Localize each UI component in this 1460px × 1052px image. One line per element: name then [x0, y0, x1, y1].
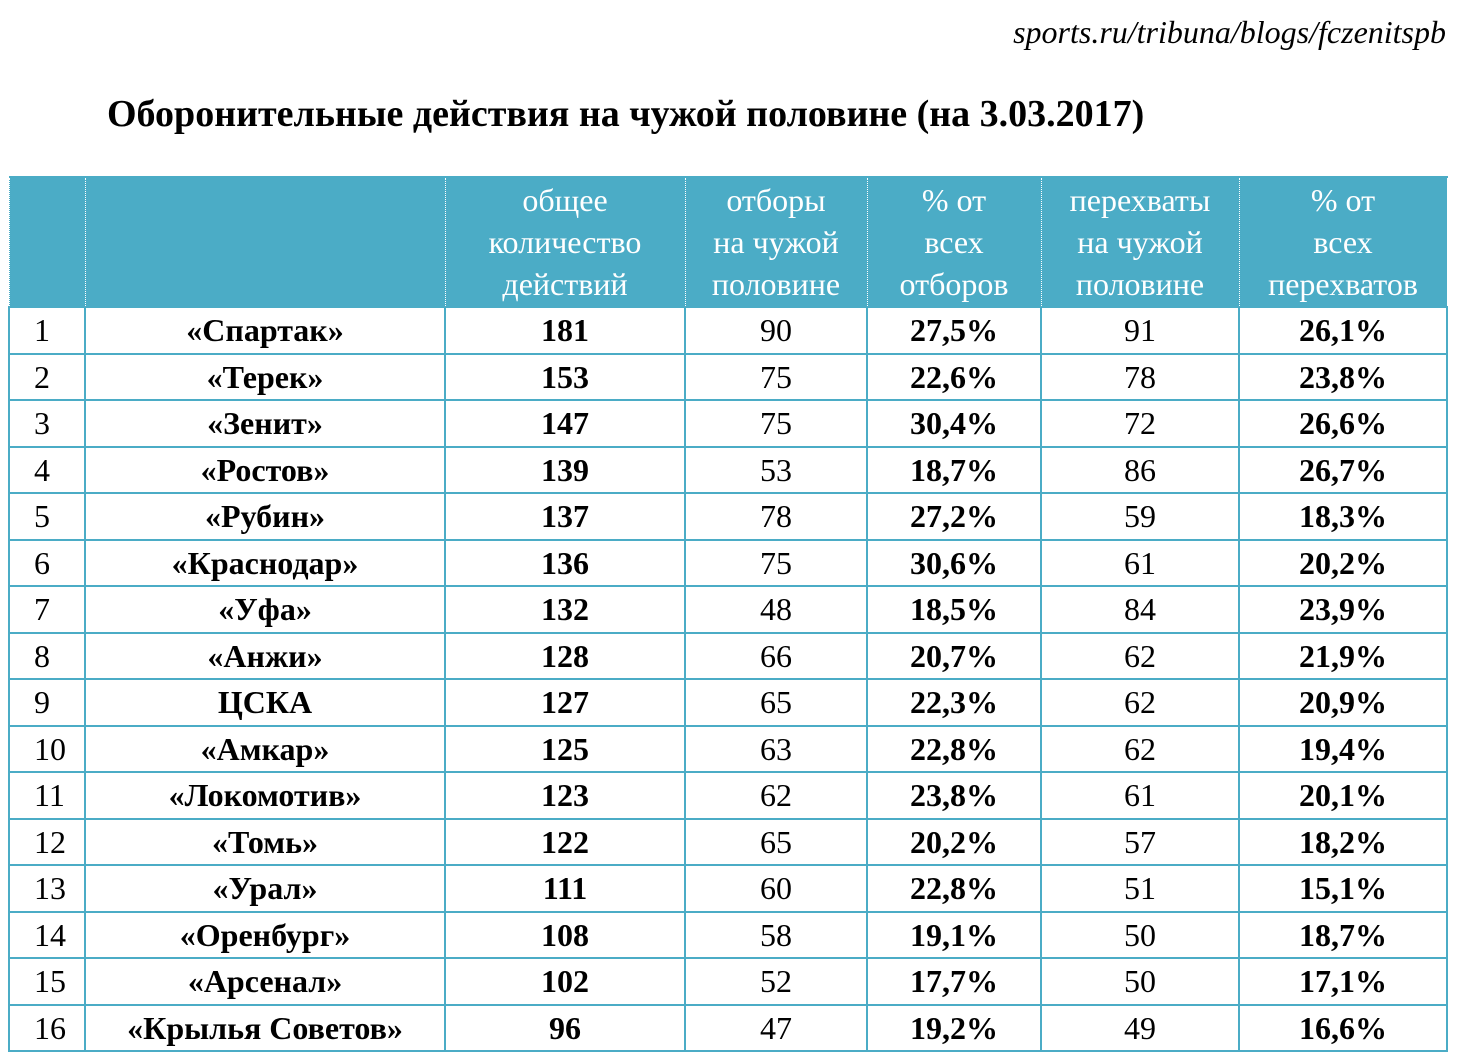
table-row	[9, 912, 1447, 959]
cell-interceptions-pct: 20,1%	[1239, 772, 1447, 819]
cell-total: 153	[445, 354, 685, 401]
header-interceptions-pct-line-1: % от	[1310, 182, 1376, 218]
cell-interceptions: 62	[1041, 726, 1239, 773]
cell-num: 8	[9, 633, 85, 680]
cell-tackles-pct: 30,6%	[867, 540, 1041, 587]
cell-total: 128	[445, 633, 685, 680]
table-row	[9, 307, 1447, 354]
cell-num: 15	[9, 958, 85, 1005]
cell-num: 13	[9, 865, 85, 912]
table-row	[9, 772, 1447, 819]
header-interceptions-pct-line-3: перехватов	[1268, 266, 1418, 302]
cell-total: 127	[445, 679, 685, 726]
cell-total: 139	[445, 447, 685, 494]
cell-team: «Терек»	[85, 354, 445, 401]
cell-interceptions: 84	[1041, 586, 1239, 633]
cell-interceptions: 61	[1041, 772, 1239, 819]
table-row	[9, 1005, 1447, 1052]
cell-team: «Крылья Советов»	[85, 1005, 445, 1052]
header-interceptions-pct	[1239, 177, 1447, 307]
cell-num: 5	[9, 493, 85, 540]
cell-team: «Урал»	[85, 865, 445, 912]
cell-tackles: 48	[685, 586, 867, 633]
cell-interceptions: 50	[1041, 958, 1239, 1005]
header-tackles-pct-line-2: всех	[924, 224, 984, 260]
cell-interceptions-pct: 15,1%	[1239, 865, 1447, 912]
header-total-line-1: общее	[522, 182, 608, 218]
table-row	[9, 633, 1447, 680]
cell-tackles-pct: 30,4%	[867, 400, 1041, 447]
cell-num: 7	[9, 586, 85, 633]
cell-tackles: 78	[685, 493, 867, 540]
cell-tackles-pct: 27,2%	[867, 493, 1041, 540]
cell-tackles: 53	[685, 447, 867, 494]
cell-interceptions-pct: 20,2%	[1239, 540, 1447, 587]
cell-interceptions-pct: 18,7%	[1239, 912, 1447, 959]
cell-interceptions-pct: 21,9%	[1239, 633, 1447, 680]
cell-interceptions: 62	[1041, 633, 1239, 680]
cell-tackles: 47	[685, 1005, 867, 1052]
header-interceptions-line-2: на чужой	[1077, 224, 1203, 260]
cell-interceptions: 59	[1041, 493, 1239, 540]
cell-tackles: 62	[685, 772, 867, 819]
header-total-line-3: действий	[502, 266, 628, 302]
header-num	[9, 177, 85, 307]
cell-tackles-pct: 22,3%	[867, 679, 1041, 726]
cell-interceptions: 51	[1041, 865, 1239, 912]
cell-total: 181	[445, 307, 685, 354]
cell-tackles: 65	[685, 679, 867, 726]
cell-team: «Оренбург»	[85, 912, 445, 959]
cell-interceptions-pct: 16,6%	[1239, 1005, 1447, 1052]
cell-interceptions-pct: 18,3%	[1239, 493, 1447, 540]
table-row	[9, 819, 1447, 866]
cell-team: «Анжи»	[85, 633, 445, 680]
cell-interceptions: 72	[1041, 400, 1239, 447]
cell-tackles-pct: 17,7%	[867, 958, 1041, 1005]
cell-tackles: 90	[685, 307, 867, 354]
cell-interceptions-pct: 26,7%	[1239, 447, 1447, 494]
cell-interceptions-pct: 26,1%	[1239, 307, 1447, 354]
cell-interceptions-pct: 17,1%	[1239, 958, 1447, 1005]
cell-total: 123	[445, 772, 685, 819]
cell-total: 125	[445, 726, 685, 773]
table-body	[9, 307, 1447, 1051]
cell-tackles-pct: 22,6%	[867, 354, 1041, 401]
cell-interceptions: 50	[1041, 912, 1239, 959]
page-title: Оборонительные действия на чужой половине (на 3.03.2017)	[107, 93, 1145, 135]
cell-interceptions: 61	[1041, 540, 1239, 587]
table-row	[9, 493, 1447, 540]
cell-total: 111	[445, 865, 685, 912]
cell-tackles-pct: 18,7%	[867, 447, 1041, 494]
cell-total: 108	[445, 912, 685, 959]
table-row	[9, 586, 1447, 633]
cell-interceptions: 62	[1041, 679, 1239, 726]
header-interceptions-line-1: перехваты	[1069, 182, 1211, 218]
header-tackles-line-1: отборы	[726, 182, 826, 218]
cell-tackles-pct: 18,5%	[867, 586, 1041, 633]
cell-interceptions: 91	[1041, 307, 1239, 354]
header-total	[445, 177, 685, 307]
cell-tackles-pct: 19,1%	[867, 912, 1041, 959]
cell-tackles-pct: 27,5%	[867, 307, 1041, 354]
cell-tackles: 75	[685, 400, 867, 447]
cell-team: «Арсенал»	[85, 958, 445, 1005]
cell-total: 102	[445, 958, 685, 1005]
header-tackles-pct-line-3: отборов	[899, 266, 1009, 302]
cell-tackles: 58	[685, 912, 867, 959]
cell-tackles: 52	[685, 958, 867, 1005]
cell-tackles: 66	[685, 633, 867, 680]
cell-team: «Зенит»	[85, 400, 445, 447]
cell-num: 2	[9, 354, 85, 401]
cell-tackles: 65	[685, 819, 867, 866]
cell-team: «Амкар»	[85, 726, 445, 773]
cell-tackles-pct: 23,8%	[867, 772, 1041, 819]
stats-table	[8, 176, 1448, 1052]
cell-tackles-pct: 20,7%	[867, 633, 1041, 680]
cell-total: 122	[445, 819, 685, 866]
cell-tackles: 60	[685, 865, 867, 912]
cell-interceptions-pct: 20,9%	[1239, 679, 1447, 726]
table-row	[9, 447, 1447, 494]
header-tackles	[685, 177, 867, 307]
table-row	[9, 958, 1447, 1005]
cell-tackles-pct: 22,8%	[867, 865, 1041, 912]
cell-team: «Уфа»	[85, 586, 445, 633]
cell-num: 4	[9, 447, 85, 494]
cell-total: 96	[445, 1005, 685, 1052]
cell-tackles-pct: 20,2%	[867, 819, 1041, 866]
cell-num: 10	[9, 726, 85, 773]
header-tackles-pct	[867, 177, 1041, 307]
table-row	[9, 679, 1447, 726]
cell-team: ЦСКА	[85, 679, 445, 726]
cell-num: 14	[9, 912, 85, 959]
cell-total: 136	[445, 540, 685, 587]
cell-total: 137	[445, 493, 685, 540]
header-tackles-pct-line-1: % от	[921, 182, 987, 218]
cell-tackles: 75	[685, 540, 867, 587]
cell-num: 3	[9, 400, 85, 447]
cell-interceptions: 57	[1041, 819, 1239, 866]
cell-tackles-pct: 22,8%	[867, 726, 1041, 773]
cell-num: 16	[9, 1005, 85, 1052]
cell-interceptions-pct: 23,8%	[1239, 354, 1447, 401]
cell-interceptions: 49	[1041, 1005, 1239, 1052]
cell-interceptions-pct: 18,2%	[1239, 819, 1447, 866]
cell-team: «Локомотив»	[85, 772, 445, 819]
header-interceptions-pct-line-2: всех	[1313, 224, 1373, 260]
cell-interceptions-pct: 26,6%	[1239, 400, 1447, 447]
cell-interceptions: 86	[1041, 447, 1239, 494]
table-row	[9, 354, 1447, 401]
header-total-line-2: количество	[488, 224, 642, 260]
cell-team: «Ростов»	[85, 447, 445, 494]
header-tackles-line-2: на чужой	[713, 224, 839, 260]
cell-team: «Рубин»	[85, 493, 445, 540]
cell-team: «Краснодар»	[85, 540, 445, 587]
cell-num: 1	[9, 307, 85, 354]
cell-team: «Томь»	[85, 819, 445, 866]
cell-interceptions-pct: 23,9%	[1239, 586, 1447, 633]
cell-interceptions-pct: 19,4%	[1239, 726, 1447, 773]
cell-total: 147	[445, 400, 685, 447]
cell-tackles-pct: 19,2%	[867, 1005, 1041, 1052]
header-interceptions	[1041, 177, 1239, 307]
cell-num: 6	[9, 540, 85, 587]
header-team	[85, 177, 445, 307]
cell-total: 132	[445, 586, 685, 633]
header-interceptions-line-3: половине	[1075, 266, 1205, 302]
table-row	[9, 726, 1447, 773]
header-row	[9, 177, 1447, 307]
header-tackles-line-3: половине	[711, 266, 841, 302]
table-row	[9, 540, 1447, 587]
cell-num: 12	[9, 819, 85, 866]
table-row	[9, 865, 1447, 912]
cell-num: 11	[9, 772, 85, 819]
cell-num: 9	[9, 679, 85, 726]
cell-tackles: 63	[685, 726, 867, 773]
cell-interceptions: 78	[1041, 354, 1239, 401]
source-caption: sports.ru/tribuna/blogs/fczenitspb	[1013, 14, 1446, 50]
cell-team: «Спартак»	[85, 307, 445, 354]
table-row	[9, 400, 1447, 447]
cell-tackles: 75	[685, 354, 867, 401]
